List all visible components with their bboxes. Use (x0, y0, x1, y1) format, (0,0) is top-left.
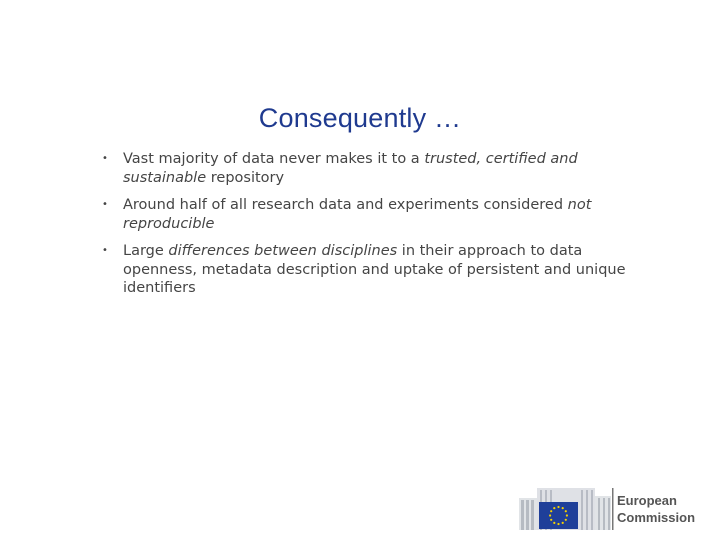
bullet-marker: • (102, 199, 108, 210)
commission-building-icon (519, 484, 614, 532)
bullet-text: Large (123, 243, 169, 259)
bullet-item (102, 196, 642, 233)
bullet-list (102, 150, 642, 307)
slide-title: Consequently … (258, 103, 462, 133)
bullet-item (102, 150, 642, 187)
logo-line-commission: Commission (617, 510, 696, 525)
logo-line-european: European (617, 493, 677, 508)
bullet-emphasis: differences between disciplines (168, 243, 398, 259)
logo-text (617, 492, 695, 526)
bullet-item (102, 242, 642, 298)
bullet-text: repository (206, 169, 285, 186)
bullet-text: Vast majority of data never makes it to a (123, 151, 425, 167)
european-commission-logo (519, 484, 699, 532)
bullet-text: Around half of all research data and experiments considered (123, 197, 568, 213)
bullet-emphasis: not reproducible (123, 197, 592, 232)
bullet-marker: • (102, 153, 108, 164)
bullet-text: in their approach to data openness, metadata description and uptake of persistent and unique identifiers (123, 243, 626, 296)
bullet-emphasis: trusted, certified and sustainable (123, 151, 578, 186)
bullet-marker: • (102, 245, 108, 256)
